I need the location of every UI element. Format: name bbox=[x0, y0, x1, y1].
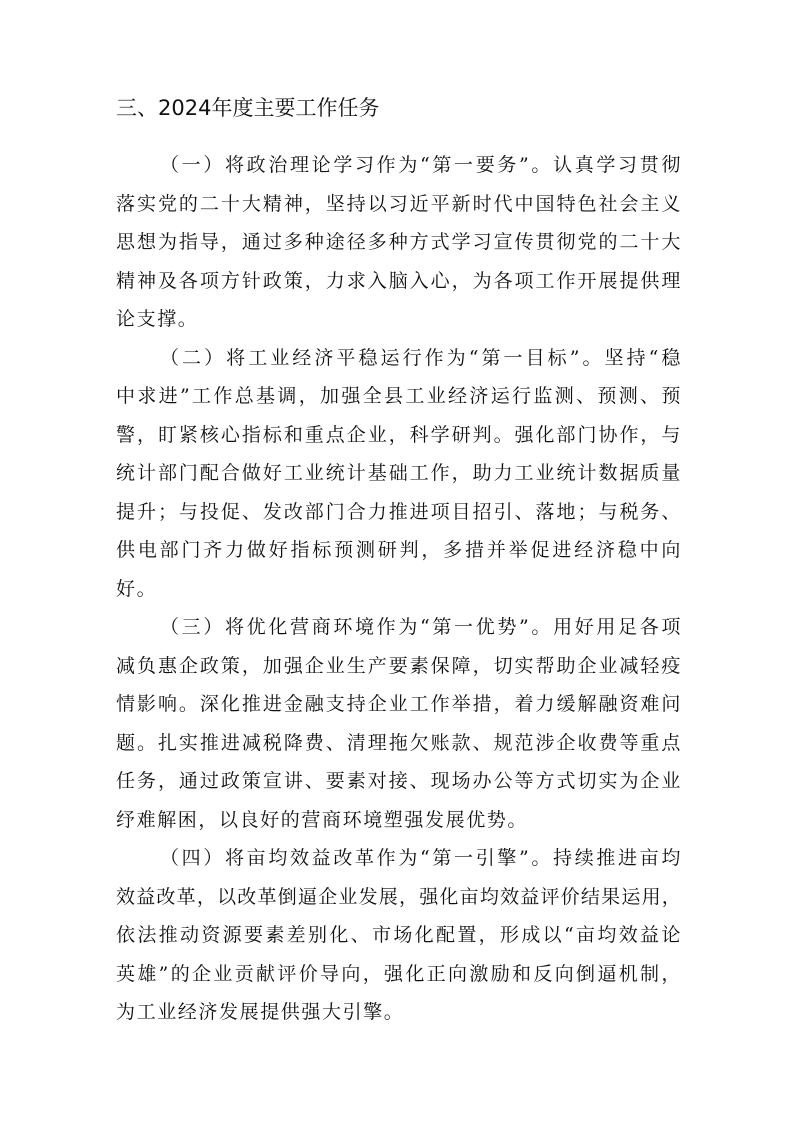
text-line: 为工业经济发展提供强大引擎。 bbox=[116, 1001, 405, 1023]
paragraph-1 bbox=[116, 146, 682, 339]
text-line: 题。扎实推进减税降费、清理拖欠账款、规范涉企收费等重点 bbox=[116, 731, 682, 754]
text-line: 中求进”工作总基调，加强全县工业经济运行监测、预测、预 bbox=[116, 385, 682, 407]
document-body bbox=[116, 146, 682, 1032]
text-line: （一）将政治理论学习作为“第一要务”。认真学习贯彻 bbox=[160, 154, 682, 176]
text-line: 思想为指导，通过多种途径多种方式学习宣传贯彻党的二十大 bbox=[116, 231, 682, 253]
text-line: 论支撑。 bbox=[116, 308, 199, 330]
text-line: 情影响。深化推进金融支持企业工作举措，着力缓解融资难问 bbox=[116, 693, 682, 715]
text-line: 效益改革，以改革倒逼企业发展，强化亩均效益评价结果运用， bbox=[116, 885, 682, 908]
text-line: 精神及各项方针政策，力求入脑入心，为各项工作开展提供理 bbox=[116, 269, 682, 292]
text-line: 落实党的二十大精神，坚持以习近平新时代中国特色社会主义 bbox=[116, 192, 682, 215]
text-line: 供电部门齐力做好指标预测研判，多措并举促进经济稳中向 bbox=[116, 539, 682, 561]
text-line: 英雄”的企业贡献评价导向，强化正向激励和反向倒逼机制， bbox=[116, 962, 682, 985]
text-line: 纾难解困，以良好的营商环境塑强发展优势。 bbox=[116, 808, 529, 831]
text-line: 统计部门配合做好工业统计基础工作，助力工业统计数据质量 bbox=[116, 462, 682, 484]
text-line: 好。 bbox=[116, 577, 158, 600]
text-line: （三）将优化营商环境作为“第一优势”。用好用足各项 bbox=[160, 616, 682, 638]
section-heading: 三、2024年度主要工作任务 bbox=[116, 96, 380, 120]
text-line: 减负惠企政策，加强企业生产要素保障，切实帮助企业减轻疫 bbox=[116, 654, 682, 677]
paragraph-4 bbox=[116, 839, 682, 1032]
paragraph-3 bbox=[116, 608, 682, 839]
text-line: 任务，通过政策宣讲、要素对接、现场办公等方式切实为企业 bbox=[116, 770, 682, 792]
text-line: （二）将工业经济平稳运行作为“第一目标”。坚持“稳 bbox=[160, 346, 682, 369]
paragraph-2 bbox=[116, 339, 682, 609]
text-line: 警，盯紧核心指标和重点企业，科学研判。强化部门协作，与 bbox=[116, 423, 682, 446]
text-line: 依法推动资源要素差别化、市场化配置，形成以“亩均效益论 bbox=[116, 924, 682, 946]
text-line: （四）将亩均效益改革作为“第一引擎”。持续推进亩均 bbox=[160, 847, 682, 869]
text-line: 提升；与投促、发改部门合力推进项目招引、落地；与税务、 bbox=[116, 500, 682, 523]
